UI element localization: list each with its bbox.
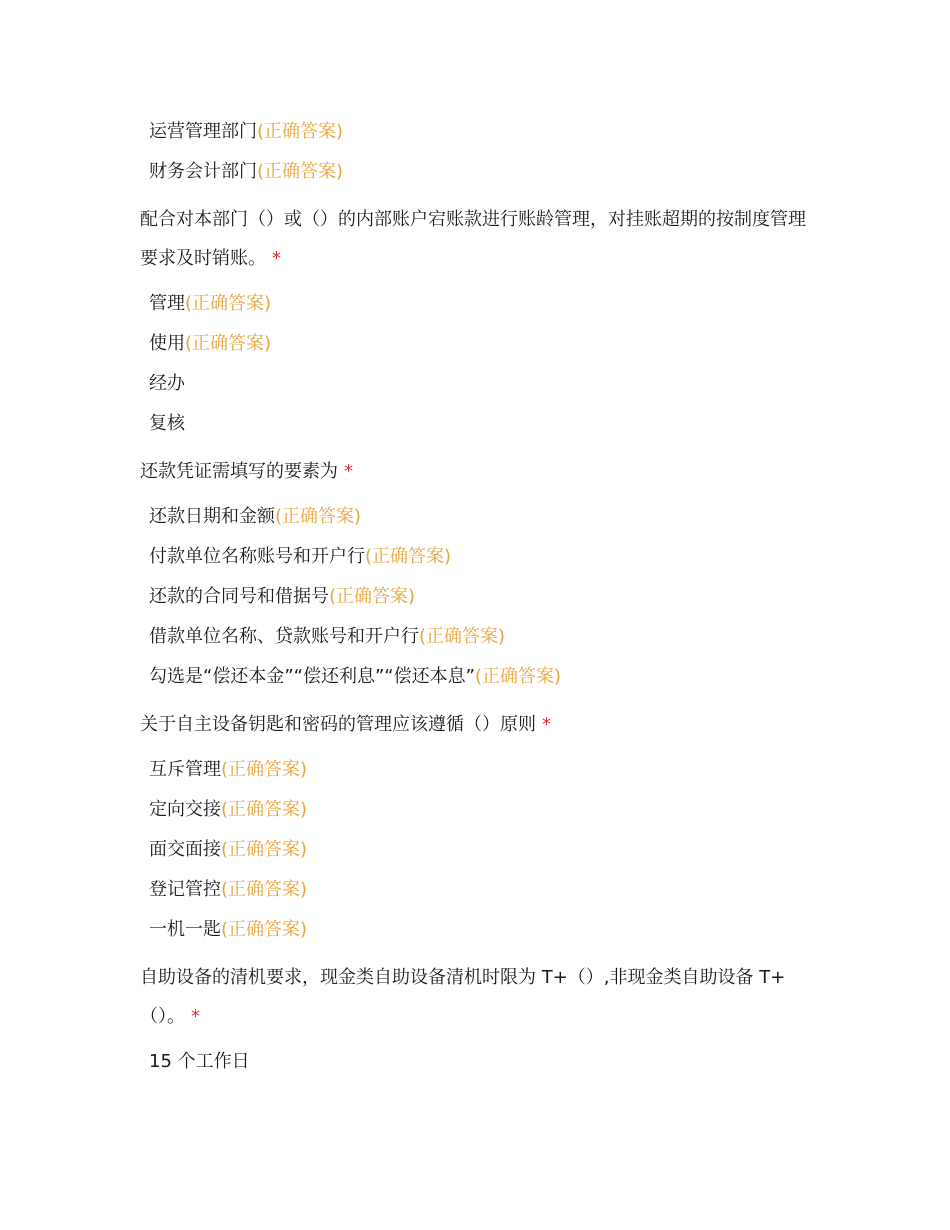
option-item: 15 个工作日 — [149, 1051, 250, 1072]
option-item: 还款日期和金额(正确答案) — [149, 506, 362, 527]
survey-answer-sheet — [140, 112, 820, 1082]
option-item: 定向交接(正确答案) — [149, 799, 308, 820]
question-2 — [140, 452, 820, 697]
option-item: 复核 — [149, 413, 185, 434]
option-item: 经办 — [149, 373, 185, 394]
question-3 — [140, 705, 820, 950]
option-item: 付款单位名称账号和开户行(正确答案) — [149, 546, 452, 567]
option-item: 借款单位名称、贷款账号和开户行(正确答案) — [149, 626, 506, 647]
correct-answer-tag: (正确答案) — [257, 161, 344, 182]
correct-answer-tag: (正确答案) — [221, 759, 308, 780]
option-item: 面交面接(正确答案) — [149, 839, 308, 860]
question-text: 还款凭证需填写的要素为 * — [140, 461, 353, 482]
option-item: 勾选是“偿还本金”“偿还利息”“偿还本息”(正确答案) — [149, 666, 561, 687]
correct-answer-tag: (正确答案) — [257, 121, 344, 142]
question-0 — [140, 112, 820, 192]
option-item: 财务会计部门(正确答案) — [149, 161, 344, 182]
correct-answer-tag: (正确答案) — [275, 506, 362, 527]
correct-answer-tag: (正确答案) — [419, 626, 506, 647]
correct-answer-tag: (正确答案) — [185, 293, 272, 314]
correct-answer-tag: (正确答案) — [221, 919, 308, 940]
correct-answer-tag: (正确答案) — [221, 839, 308, 860]
required-mark: * — [272, 248, 281, 269]
correct-answer-tag: (正确答案) — [221, 879, 308, 900]
question-1 — [140, 200, 820, 444]
question-4 — [140, 958, 820, 1082]
question-text: 配合对本部门（）或（）的内部账户宕账款进行账龄管理，对挂账超期的按制度管理要求及时销账。 * — [140, 209, 806, 269]
question-text: 关于自主设备钥匙和密码的管理应该遵循（）原则 * — [140, 714, 551, 735]
correct-answer-tag: (正确答案) — [365, 546, 452, 567]
correct-answer-tag: (正确答案) — [329, 586, 416, 607]
option-item: 互斥管理(正确答案) — [149, 759, 308, 780]
correct-answer-tag: (正确答案) — [185, 333, 272, 354]
option-item: 还款的合同号和借据号(正确答案) — [149, 586, 416, 607]
option-item: 一机一匙(正确答案) — [149, 919, 308, 940]
required-mark: * — [344, 461, 353, 482]
option-item: 管理(正确答案) — [149, 293, 272, 314]
required-mark: * — [191, 1006, 200, 1027]
question-text: 自助设备的清机要求，现金类自助设备清机时限为 T+（）,非现金类自助设备 T+（）。 * — [140, 967, 786, 1027]
correct-answer-tag: (正确答案) — [221, 799, 308, 820]
option-item: 使用(正确答案) — [149, 333, 272, 354]
required-mark: * — [542, 714, 551, 735]
option-item: 运营管理部门(正确答案) — [149, 121, 344, 142]
option-item: 登记管控(正确答案) — [149, 879, 308, 900]
correct-answer-tag: (正确答案) — [474, 666, 561, 687]
